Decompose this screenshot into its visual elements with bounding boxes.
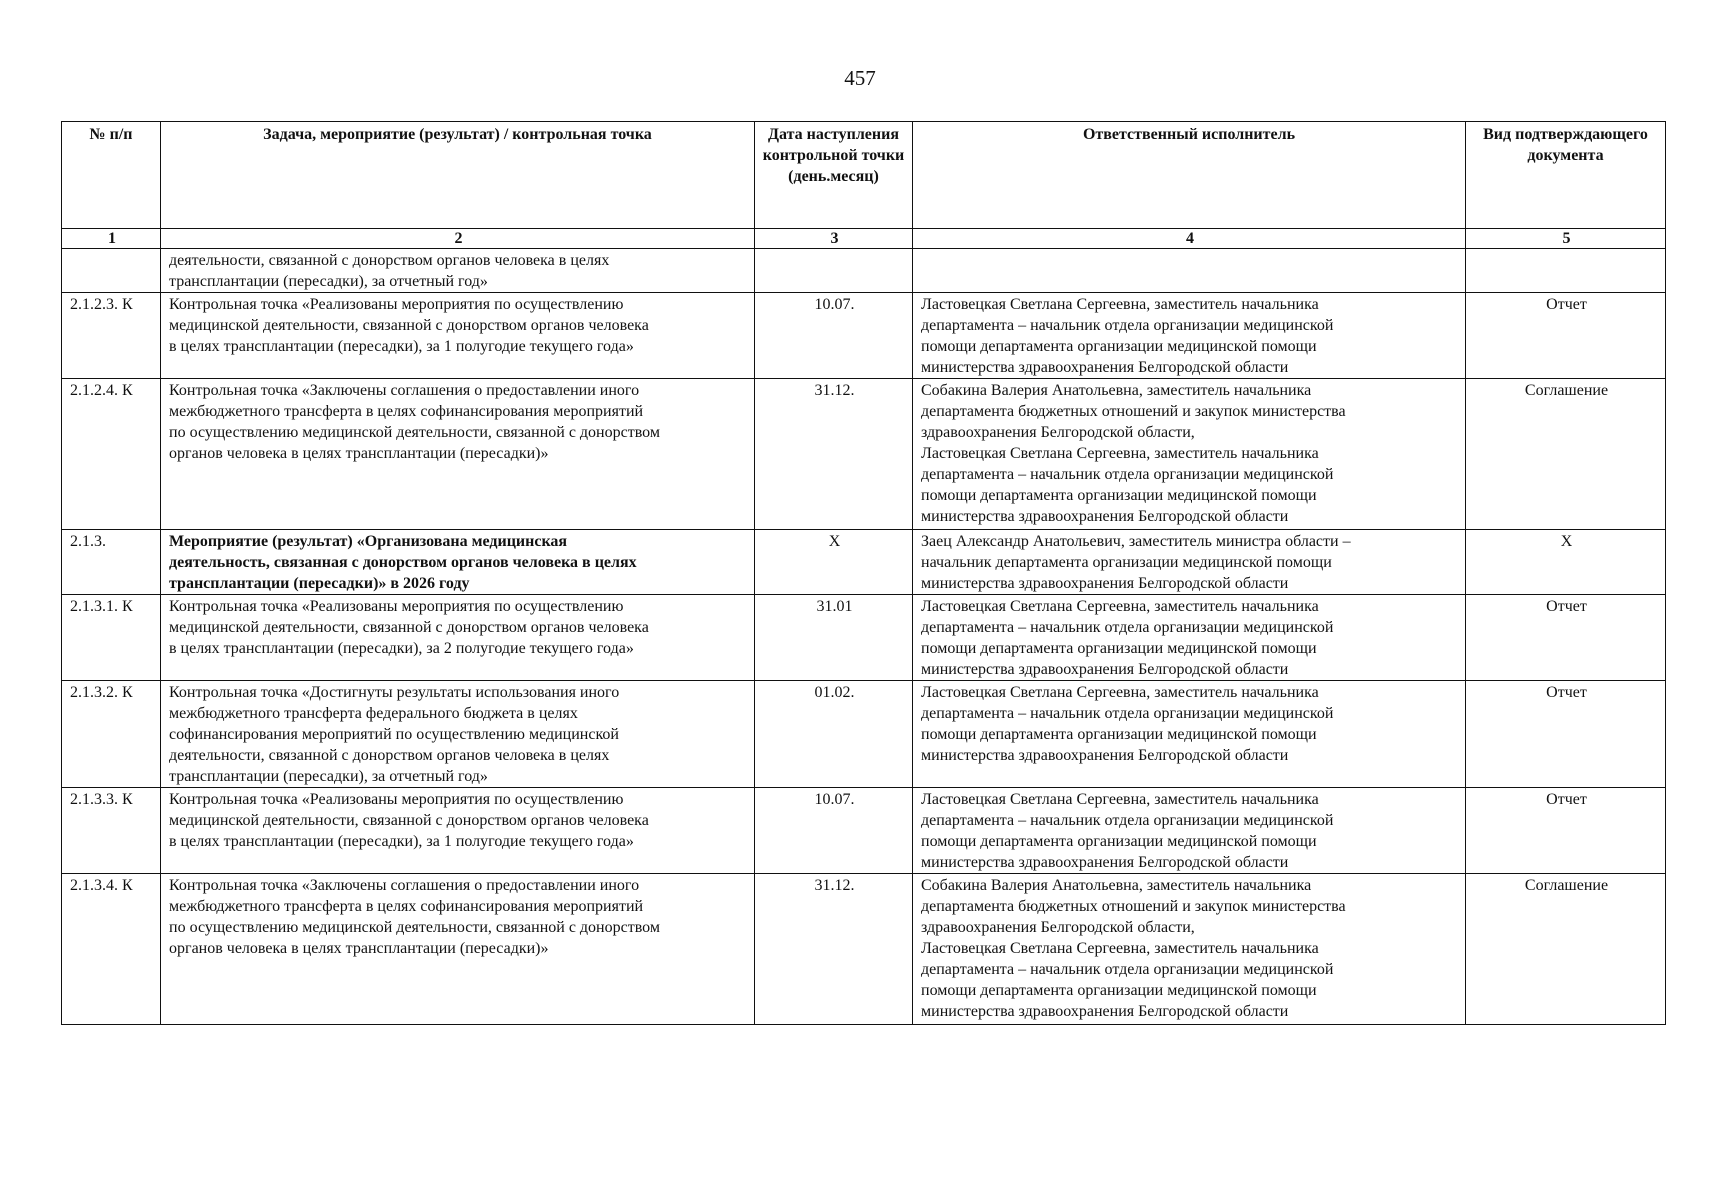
executor-cell [913, 874, 1466, 1025]
task-text-line: в целях трансплантации (пересадки), за 1 полугодие текущего года» [169, 833, 634, 850]
task-text-line: межбюджетного трансферта в целях софинансирования мероприятий [169, 403, 644, 420]
executor-text-line: Ластовецкая Светлана Сергеевна, заместитель начальника [921, 598, 1319, 615]
document-type-cell: Отчет [1466, 788, 1666, 874]
executor-text-line: Ластовецкая Светлана Сергеевна, заместитель начальника [921, 684, 1319, 701]
document-type-cell: Соглашение [1466, 874, 1666, 1025]
task-text-line: органов человека в целях трансплантации (пересадки)» [169, 940, 549, 957]
task-text-line: в целях трансплантации (пересадки), за 1 полугодие текущего года» [169, 338, 634, 355]
task-text-line: медицинской деятельности, связанной с донорством органов человека [169, 812, 649, 829]
task-text-line: межбюджетного трансферта федерального бюджета в целях [169, 705, 578, 722]
executor-text-line: департамента бюджетных отношений и закупок министерства [921, 403, 1346, 420]
executor-text-line: помощи департамента организации медицинской помощи [921, 338, 1317, 355]
task-text-line: трансплантации (пересадки), за отчетный год» [169, 768, 488, 785]
table-row [62, 874, 1666, 1025]
row-number: 2.1.3. [62, 530, 161, 595]
executor-text-line: Собакина Валерия Анатольевна, заместитель начальника [921, 382, 1312, 399]
task-text-line: Контрольная точка «Реализованы мероприятия по осуществлению [169, 791, 624, 808]
date-cell: 31.12. [755, 874, 913, 1025]
date-cell: X [755, 530, 913, 595]
task-text-line: Контрольная точка «Заключены соглашения о предоставлении иного [169, 382, 640, 399]
task-cell [161, 681, 755, 788]
executor-cell [913, 249, 1466, 293]
executor-cell [913, 595, 1466, 681]
executor-text-line: Заец Александр Анатольевич, заместитель министра области – [921, 533, 1351, 550]
document-type-cell: Отчет [1466, 595, 1666, 681]
task-text-line: по осуществлению медицинской деятельности, связанной с донорством [169, 424, 660, 441]
task-text-line: межбюджетного трансферта в целях софинансирования мероприятий [169, 898, 644, 915]
date-cell [755, 249, 913, 293]
executor-text-line: помощи департамента организации медицинской помощи [921, 640, 1317, 657]
column-number: 4 [913, 229, 1466, 249]
executor-cell [913, 681, 1466, 788]
task-text-line: деятельности, связанной с донорством органов человека в целях [169, 747, 610, 764]
row-number: 2.1.3.4. К [62, 874, 161, 1025]
date-cell: 31.12. [755, 379, 913, 530]
column-number: 2 [161, 229, 755, 249]
date-cell: 10.07. [755, 293, 913, 379]
date-cell: 31.01 [755, 595, 913, 681]
header-task: Задача, мероприятие (результат) / контрольная точка [161, 122, 755, 229]
executor-text-line: Ластовецкая Светлана Сергеевна, заместитель начальника [921, 296, 1319, 313]
page-number: 457 [844, 66, 876, 90]
table-body [62, 249, 1666, 1025]
header-date: Дата наступления контрольной точки (день.месяц) [755, 122, 913, 229]
table-row [62, 379, 1666, 530]
executor-text-line: начальник департамента организации медицинской помощи [921, 554, 1332, 571]
document-type-cell: Отчет [1466, 293, 1666, 379]
table-header-row [62, 122, 1666, 229]
executor-text-line: здравоохранения Белгородской области, [921, 919, 1195, 936]
document-type-cell: Соглашение [1466, 379, 1666, 530]
executor-text-line: Собакина Валерия Анатольевна, заместитель начальника [921, 877, 1312, 894]
executor-text-line: помощи департамента организации медицинской помощи [921, 982, 1317, 999]
task-cell [161, 595, 755, 681]
row-number: 2.1.3.2. К [62, 681, 161, 788]
executor-cell [913, 530, 1466, 595]
task-text-line: трансплантации (пересадки), за отчетный год» [169, 273, 488, 290]
executor-text-line: департамента – начальник отдела организации медицинской [921, 961, 1334, 978]
row-number: 2.1.2.4. К [62, 379, 161, 530]
executor-text-line: Ластовецкая Светлана Сергеевна, заместитель начальника [921, 791, 1319, 808]
task-cell [161, 379, 755, 530]
executor-text-line: Ластовецкая Светлана Сергеевна, заместитель начальника [921, 940, 1319, 957]
row-number: 2.1.3.3. К [62, 788, 161, 874]
executor-cell [913, 293, 1466, 379]
task-text-line: деятельность, связанная с донорством органов человека в целях [169, 554, 637, 571]
column-number: 5 [1466, 229, 1666, 249]
table-row [62, 595, 1666, 681]
task-cell [161, 530, 755, 595]
row-number: 2.1.3.1. К [62, 595, 161, 681]
task-cell [161, 788, 755, 874]
executor-text-line: министерства здравоохранения Белгородской области [921, 854, 1289, 871]
document-type-cell: Отчет [1466, 681, 1666, 788]
table-row [62, 530, 1666, 595]
task-text-line: органов человека в целях трансплантации (пересадки)» [169, 445, 549, 462]
column-number: 3 [755, 229, 913, 249]
task-cell [161, 249, 755, 293]
executor-cell [913, 379, 1466, 530]
executor-text-line: министерства здравоохранения Белгородской области [921, 575, 1289, 592]
table-row [62, 681, 1666, 788]
executor-text-line: департамента – начальник отдела организации медицинской [921, 466, 1334, 483]
executor-text-line: Ластовецкая Светлана Сергеевна, заместитель начальника [921, 445, 1319, 462]
task-text-line: софинансирования мероприятий по осуществлению медицинской [169, 726, 619, 743]
table-row [62, 293, 1666, 379]
row-number: 2.1.2.3. К [62, 293, 161, 379]
task-text-line: в целях трансплантации (пересадки), за 2 полугодие текущего года» [169, 640, 634, 657]
executor-text-line: министерства здравоохранения Белгородской области [921, 508, 1289, 525]
executor-text-line: департамента – начальник отдела организации медицинской [921, 705, 1334, 722]
executor-text-line: министерства здравоохранения Белгородской области [921, 1003, 1289, 1020]
executor-text-line: департамента – начальник отдела организации медицинской [921, 812, 1334, 829]
header-document-type: Вид подтверждающего документа [1466, 122, 1666, 229]
task-text-line: по осуществлению медицинской деятельности, связанной с донорством [169, 919, 660, 936]
task-text-line: Контрольная точка «Реализованы мероприятия по осуществлению [169, 598, 624, 615]
task-text-line: Контрольная точка «Заключены соглашения о предоставлении иного [169, 877, 640, 894]
task-text-line: медицинской деятельности, связанной с донорством органов человека [169, 317, 649, 334]
task-text-line: Контрольная точка «Достигнуты результаты использования иного [169, 684, 620, 701]
row-number [62, 249, 161, 293]
executor-text-line: министерства здравоохранения Белгородской области [921, 661, 1289, 678]
executor-text-line: департамента – начальник отдела организации медицинской [921, 317, 1334, 334]
date-cell: 10.07. [755, 788, 913, 874]
executor-text-line: здравоохранения Белгородской области, [921, 424, 1195, 441]
task-text-line: Контрольная точка «Реализованы мероприятия по осуществлению [169, 296, 624, 313]
document-type-cell [1466, 249, 1666, 293]
executor-text-line: министерства здравоохранения Белгородской области [921, 747, 1289, 764]
executor-cell [913, 788, 1466, 874]
executor-text-line: министерства здравоохранения Белгородской области [921, 359, 1289, 376]
task-text-line: медицинской деятельности, связанной с донорством органов человека [169, 619, 649, 636]
task-cell [161, 874, 755, 1025]
executor-text-line: департамента бюджетных отношений и закупок министерства [921, 898, 1346, 915]
header-number: № п/п [62, 122, 161, 229]
table-row [62, 249, 1666, 293]
executor-text-line: помощи департамента организации медицинской помощи [921, 833, 1317, 850]
document-type-cell: X [1466, 530, 1666, 595]
header-executor: Ответственный исполнитель [913, 122, 1466, 229]
table-row [62, 788, 1666, 874]
column-number: 1 [62, 229, 161, 249]
task-text-line: деятельности, связанной с донорством органов человека в целях [169, 252, 610, 269]
executor-text-line: помощи департамента организации медицинской помощи [921, 487, 1317, 504]
date-cell: 01.02. [755, 681, 913, 788]
executor-text-line: департамента – начальник отдела организации медицинской [921, 619, 1334, 636]
executor-text-line: помощи департамента организации медицинской помощи [921, 726, 1317, 743]
task-text-line: Мероприятие (результат) «Организована медицинская [169, 533, 568, 550]
task-cell [161, 293, 755, 379]
column-numbers-row [62, 229, 1666, 249]
control-points-table [61, 121, 1666, 1025]
task-text-line: трансплантации (пересадки)» в 2026 году [169, 575, 470, 592]
